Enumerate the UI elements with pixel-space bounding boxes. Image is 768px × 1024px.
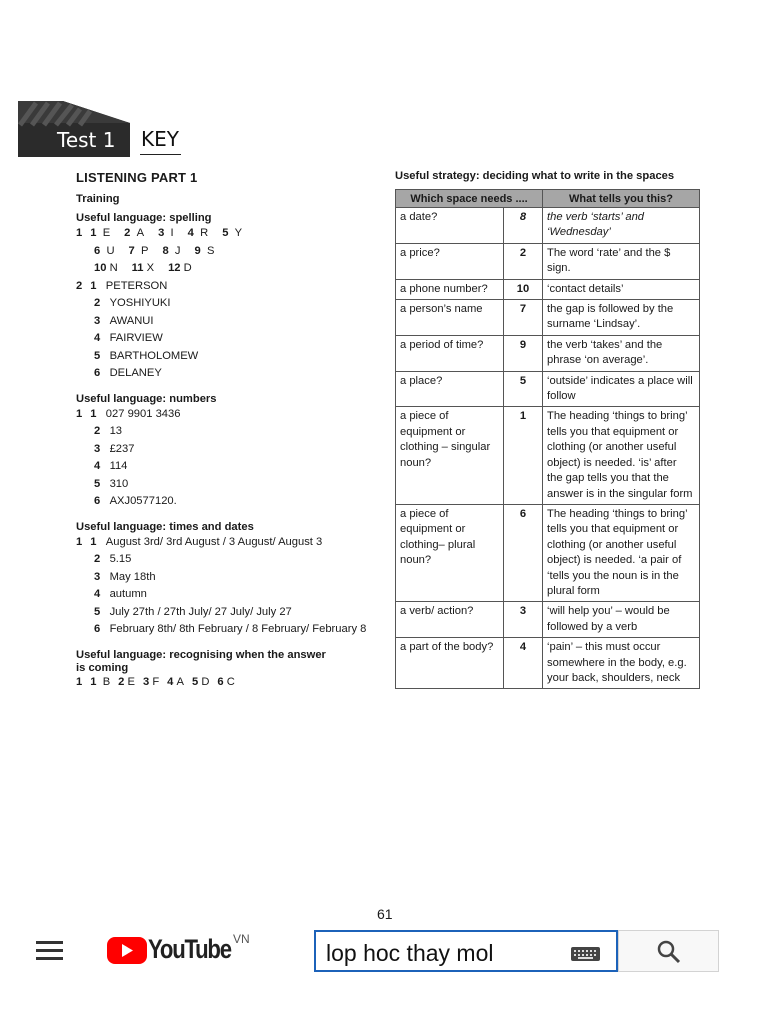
- key-label: KEY: [140, 127, 181, 155]
- youtube-logo-icon[interactable]: [107, 935, 147, 965]
- list-item: 1 1 027 9901 3436: [76, 407, 181, 420]
- column-header: What tells you this?: [543, 190, 700, 208]
- column-header: Which space needs ....: [396, 190, 543, 208]
- search-input[interactable]: [314, 930, 618, 972]
- right-column: [395, 170, 705, 689]
- table-row: a period of time? 9 the verb ‘takes’ and the phrase ‘on average’.: [396, 335, 700, 371]
- spelling-heading: Useful language: spelling: [76, 212, 212, 224]
- training-heading: Training: [76, 193, 120, 205]
- table-row: a place? 5 ‘outside’ indicates a place will follow: [396, 371, 700, 407]
- numbers-heading: Useful language: numbers: [76, 392, 217, 405]
- list-item: 6 DELANEY: [94, 367, 162, 379]
- spelling-line-2: 6 U 7 P 8 J 9 S: [94, 244, 215, 257]
- list-item: 5 BARTHOLOMEW: [94, 349, 199, 362]
- page-number: 61: [377, 906, 393, 922]
- table-row: a date? 8 the verb ‘starts’ and ‘Wednesday’: [396, 208, 700, 244]
- list-item: 5 July 27th / 27th July/ 27 July/ July 27: [94, 605, 292, 618]
- spelling-line-3: 10 N 11 X 12 D: [94, 262, 192, 274]
- section-title: LISTENING PART 1: [76, 170, 198, 185]
- list-item: 4 114: [94, 460, 128, 472]
- search-button[interactable]: [618, 930, 719, 972]
- recognising-heading: Useful language: recognising when the answer is coming: [76, 648, 326, 674]
- table-row: a person’s name 7 the gap is followed by the surname ‘Lindsay’.: [396, 300, 700, 336]
- table-row: a phone number? 10 ‘contact details’: [396, 279, 700, 299]
- left-column: [76, 170, 386, 690]
- list-item: 2 1 PETERSON: [76, 279, 168, 292]
- test-label: Test 1: [57, 128, 116, 152]
- list-item: 3 AWANUI: [94, 314, 154, 327]
- search-input-value[interactable]: lop hoc thay mol: [326, 940, 494, 966]
- table-row: a part of the body? 4 ‘pain’ – this must occur somewhere in the body, e.g. your back, shoulders, neck: [396, 638, 700, 689]
- list-item: 6 February 8th/ 8th February / 8 February/ February 8: [94, 623, 367, 635]
- recognising-line: 1 1 B 2 E 3 F 4 A 5 D 6 C: [76, 675, 235, 688]
- list-item: 6 AXJ0577120.: [94, 495, 177, 507]
- list-item: 3 May 18th: [94, 570, 156, 583]
- keyboard-icon[interactable]: [571, 947, 600, 961]
- table-row: a piece of equipment or clothing – singular noun? 1 The heading ‘things to bring’ tells you that equipment or clothing (or another useful object) is needed. ‘is’ after the gap tells you that the answer is in the singular form: [396, 407, 700, 504]
- table-row: a piece of equipment or clothing– plural noun? 6 The heading ‘things to bring’ tells you that equipment or clothing (or another useful object) is needed. ‘a pair of ‘tells you the noun is in the plural form: [396, 504, 700, 601]
- list-item: 2 YOSHIYUKI: [94, 297, 171, 309]
- list-item: 2 13: [94, 425, 123, 437]
- spelling-line-1: 1 1 E 2 A 3 I 4 R 5 Y: [76, 227, 243, 239]
- table-row: a price? 2 The word ‘rate’ and the $ sign.: [396, 243, 700, 279]
- search-icon: [656, 939, 682, 965]
- list-item: 3 £237: [94, 442, 135, 455]
- list-item: 5 310: [94, 477, 129, 490]
- hamburger-menu-icon[interactable]: [36, 941, 63, 965]
- list-item: 4 FAIRVIEW: [94, 332, 163, 344]
- youtube-brand-text[interactable]: YouTube: [148, 934, 231, 964]
- list-item: 4 autumn: [94, 588, 147, 600]
- strategy-heading: Useful strategy: deciding what to write in the spaces: [395, 170, 675, 182]
- list-item: 1 1 August 3rd/ 3rd August / 3 August/ August 3: [76, 535, 323, 548]
- dates-heading: Useful language: times and dates: [76, 520, 254, 533]
- table-header-row: [396, 190, 700, 208]
- table-row: a verb/ action? 3 ‘will help you’ – would be followed by a verb: [396, 602, 700, 638]
- list-item: 2 5.15: [94, 553, 132, 565]
- strategy-table: [395, 189, 700, 689]
- region-label: VN: [233, 932, 250, 946]
